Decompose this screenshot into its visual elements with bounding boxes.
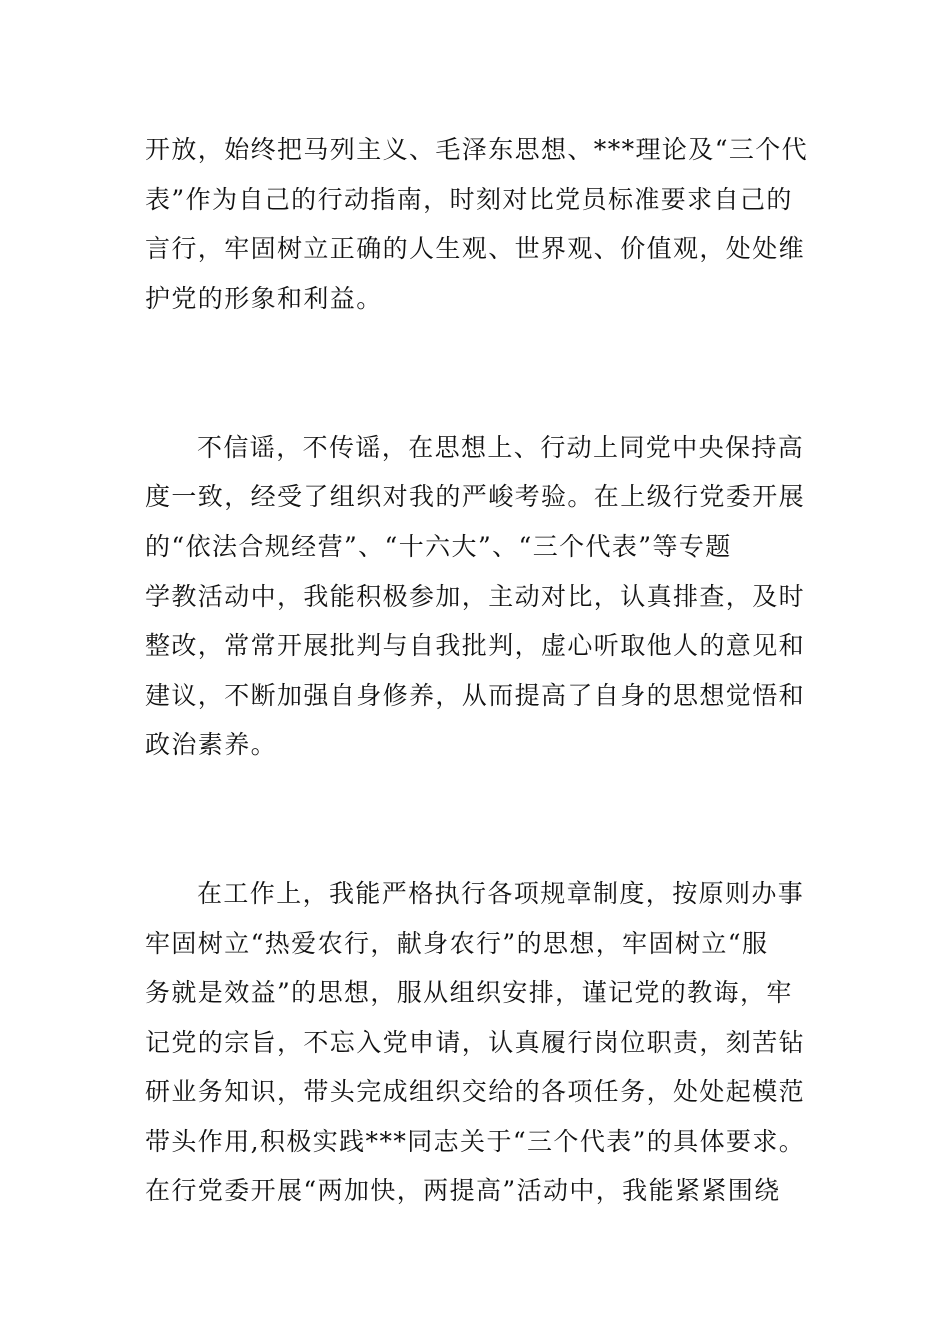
text-line: 在行党委开展“两加快，两提高”活动中，我能紧紧围绕 xyxy=(145,1176,781,1205)
text-line: 护党的形象和利益。 xyxy=(145,284,383,313)
text-line: 整改，常常开展批判与自我批判，虚心听取他人的意见和 xyxy=(145,631,806,660)
text-line: 表”作为自己的行动指南，时刻对比党员标准要求自己的 xyxy=(145,185,793,214)
text-line: 建议，不断加强自身修养，从而提高了自身的思想觉悟和 xyxy=(145,681,806,710)
text-line: 记党的宗旨，不忘入党申请，认真履行岗位职责，刻苦钻 xyxy=(145,1028,806,1057)
text-line: 研业务知识，带头完成组织交给的各项任务，处处起模范 xyxy=(145,1077,806,1106)
text-line: 开放，始终把马列主义、毛泽东思想、***理论及“三个代 xyxy=(145,135,809,164)
text-line: 度一致，经受了组织对我的严峻考验。在上级行党委开展 xyxy=(145,482,806,511)
text-line: 带头作用,积极实践***同志关于“三个代表”的具体要求。 xyxy=(145,1127,806,1156)
text-line: 言行，牢固树立正确的人生观、世界观、价值观，处处维 xyxy=(145,234,806,263)
text-line: 政治素养。 xyxy=(145,730,278,759)
text-line: 牢固树立“热爱农行，献身农行”的思想，牢固树立“服 xyxy=(145,929,769,958)
text-line: 不信谣，不传谣，在思想上、行动上同党中央保持高 xyxy=(197,433,805,462)
text-line: 务就是效益”的思想，服从组织安排，谨记党的教诲，牢 xyxy=(145,978,793,1007)
text-line: 的“依法合规经营”、“十六大”、“三个代表”等专题 xyxy=(145,532,732,561)
text-line: 学教活动中，我能积极参加，主动对比，认真排查，及时 xyxy=(145,582,806,611)
text-line: 在工作上，我能严格执行各项规章制度，按原则办事 xyxy=(197,879,805,908)
